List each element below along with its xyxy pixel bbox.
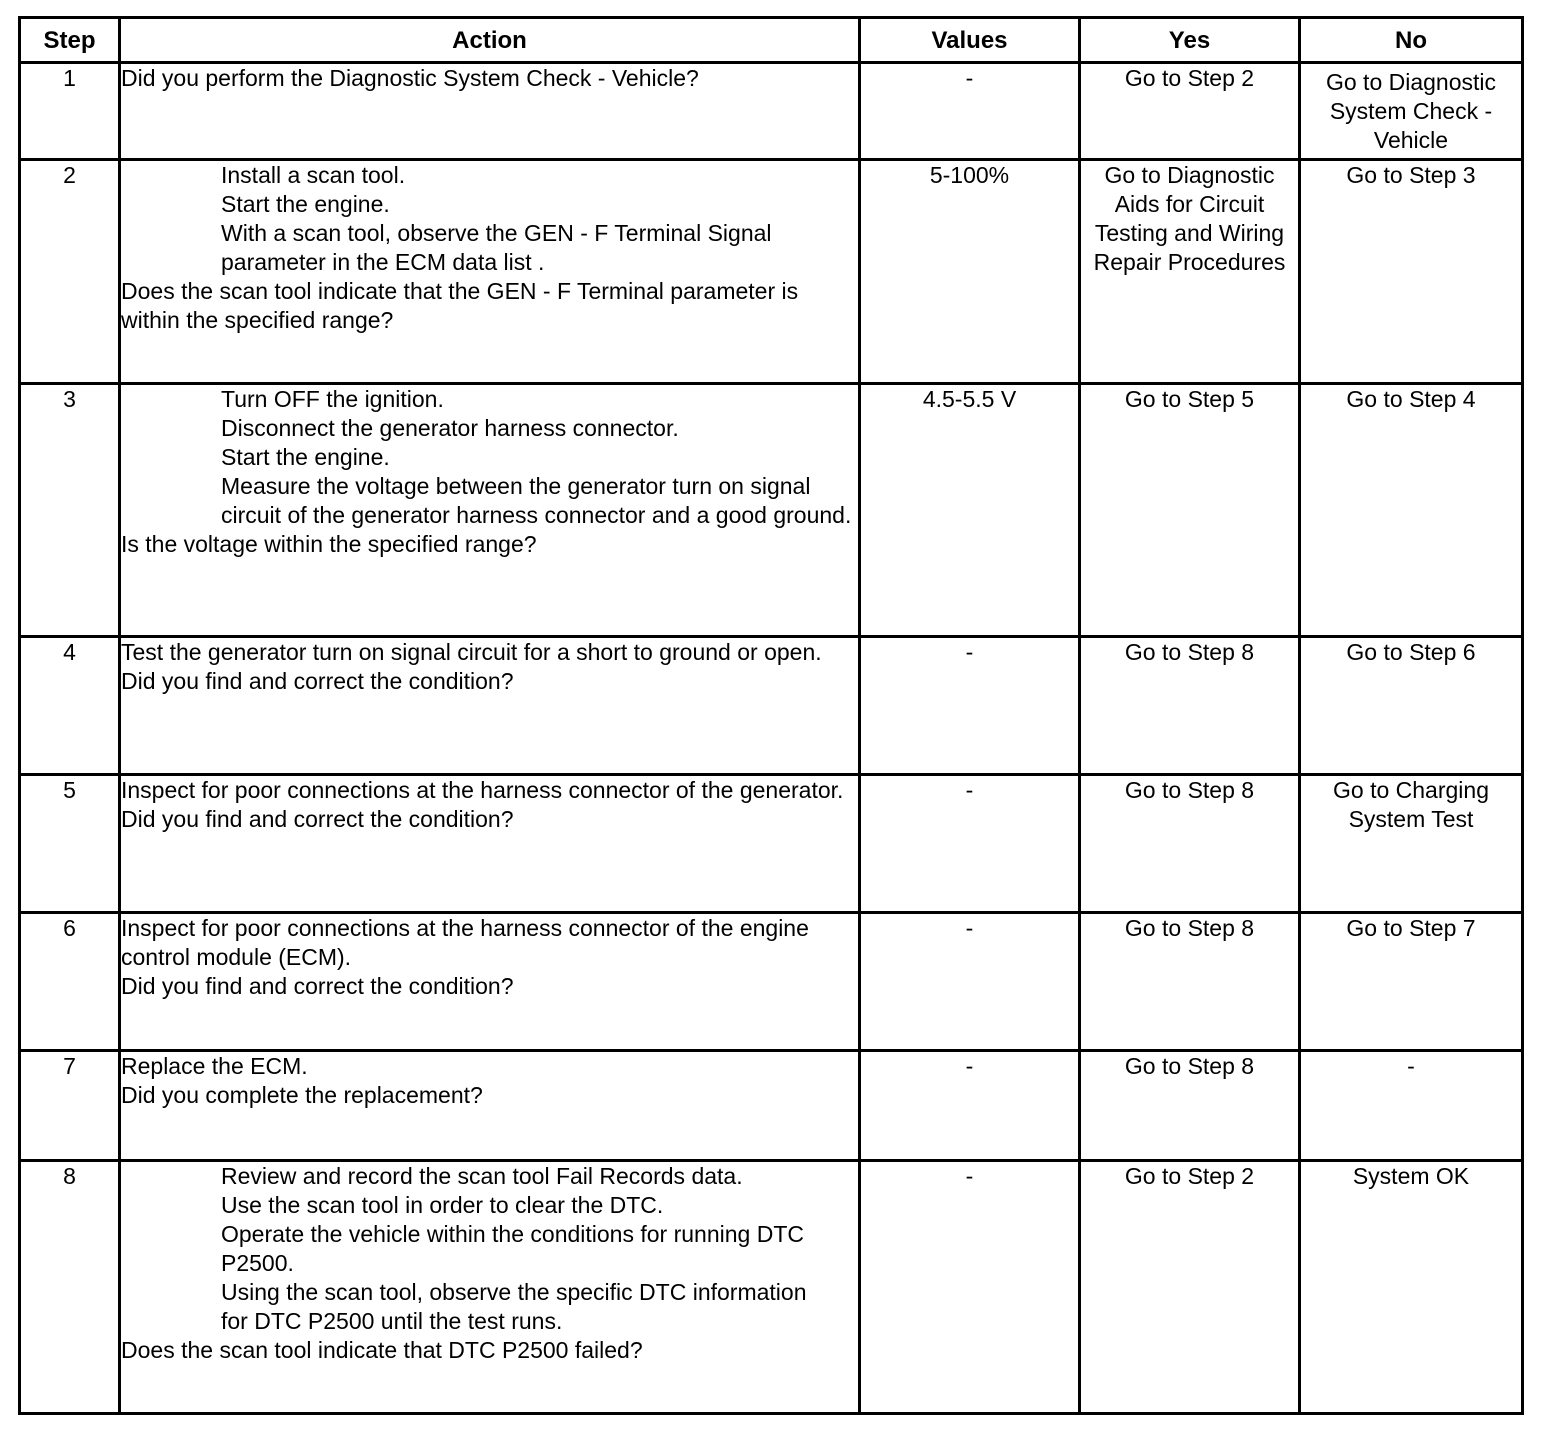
yes-cell: Go to Step 8 bbox=[1080, 913, 1300, 1051]
yes-cell: Go to Step 8 bbox=[1080, 775, 1300, 913]
no-cell: Go to Step 6 bbox=[1300, 637, 1523, 775]
value-cell: - bbox=[860, 63, 1080, 160]
step-number: 5 bbox=[20, 775, 120, 913]
value-cell: 5-100% bbox=[860, 160, 1080, 384]
list-item: Start the engine. bbox=[221, 191, 390, 217]
action-cell bbox=[120, 1161, 860, 1414]
action-cell bbox=[120, 63, 860, 160]
yes-cell: Go to Step 8 bbox=[1080, 1051, 1300, 1161]
yes-cell: Go to Step 5 bbox=[1080, 384, 1300, 637]
step-number: 2 bbox=[20, 160, 120, 384]
list-item: Use the scan tool in order to clear the DTC. bbox=[221, 1192, 664, 1218]
no-cell: System OK bbox=[1300, 1161, 1523, 1414]
table-row bbox=[20, 63, 1523, 160]
table-row bbox=[20, 160, 1523, 384]
action-text: Replace the ECM. bbox=[121, 1053, 308, 1079]
action-steps-list bbox=[121, 161, 858, 277]
yes-cell: Go to Diagnostic Aids for Circuit Testing and Wiring Repair Procedures bbox=[1080, 160, 1300, 384]
header-yes: Yes bbox=[1080, 18, 1300, 63]
value-cell: - bbox=[860, 775, 1080, 913]
no-cell: Go to Step 7 bbox=[1300, 913, 1523, 1051]
list-item: Disconnect the generator harness connector. bbox=[221, 415, 679, 441]
action-question: Did you find and correct the condition? bbox=[121, 806, 514, 832]
action-question: Did you find and correct the condition? bbox=[121, 973, 514, 999]
header-no: No bbox=[1300, 18, 1523, 63]
table-row bbox=[20, 637, 1523, 775]
step-number: 6 bbox=[20, 913, 120, 1051]
value-cell: - bbox=[860, 1051, 1080, 1161]
step-number: 1 bbox=[20, 63, 120, 160]
action-text: Inspect for poor connections at the harness connector of the engine control module (ECM). bbox=[121, 915, 809, 970]
step-number: 8 bbox=[20, 1161, 120, 1414]
value-cell: 4.5-5.5 V bbox=[860, 384, 1080, 637]
value-cell: - bbox=[860, 1161, 1080, 1414]
no-cell: - bbox=[1300, 1051, 1523, 1161]
action-text: Inspect for poor connections at the harness connector of the generator. bbox=[121, 777, 844, 803]
action-question: Is the voltage within the specified range? bbox=[121, 531, 537, 557]
no-cell: Go to Diagnostic System Check - Vehicle bbox=[1300, 63, 1523, 160]
action-cell bbox=[120, 913, 860, 1051]
value-cell: - bbox=[860, 637, 1080, 775]
action-steps-list bbox=[121, 1162, 858, 1336]
list-item: Review and record the scan tool Fail Records data. bbox=[221, 1163, 743, 1189]
yes-cell: Go to Step 2 bbox=[1080, 63, 1300, 160]
yes-cell: Go to Step 2 bbox=[1080, 1161, 1300, 1414]
action-question: Does the scan tool indicate that the GEN - F Terminal parameter is within the specified range? bbox=[121, 278, 799, 333]
diagnostic-table bbox=[18, 16, 1524, 1415]
table-row bbox=[20, 1051, 1523, 1161]
no-cell: Go to Charging System Test bbox=[1300, 775, 1523, 913]
value-cell: - bbox=[860, 913, 1080, 1051]
list-item: With a scan tool, observe the GEN - F Terminal Signal parameter in the ECM data list . bbox=[221, 220, 772, 275]
action-cell bbox=[120, 160, 860, 384]
action-question: Did you find and correct the condition? bbox=[121, 668, 514, 694]
list-item: Measure the voltage between the generator turn on signal circuit of the generator harness connector and a good ground. bbox=[221, 473, 852, 528]
table-row bbox=[20, 913, 1523, 1051]
header-step: Step bbox=[20, 18, 120, 63]
list-item: Turn OFF the ignition. bbox=[221, 386, 444, 412]
header-action: Action bbox=[120, 18, 860, 63]
table-row bbox=[20, 775, 1523, 913]
action-text: Did you perform the Diagnostic System Check - Vehicle? bbox=[121, 65, 699, 91]
step-number: 4 bbox=[20, 637, 120, 775]
no-cell: Go to Step 4 bbox=[1300, 384, 1523, 637]
action-question: Does the scan tool indicate that DTC P2500 failed? bbox=[121, 1337, 643, 1363]
action-cell bbox=[120, 637, 860, 775]
list-item: Operate the vehicle within the conditions for running DTC P2500. bbox=[221, 1221, 804, 1276]
list-item: Using the scan tool, observe the specific DTC information for DTC P2500 until the test runs. bbox=[221, 1279, 807, 1334]
action-question: Did you complete the replacement? bbox=[121, 1082, 483, 1108]
no-cell: Go to Step 3 bbox=[1300, 160, 1523, 384]
action-cell bbox=[120, 384, 860, 637]
action-text: Test the generator turn on signal circuit for a short to ground or open. bbox=[121, 639, 822, 665]
action-cell bbox=[120, 1051, 860, 1161]
yes-cell: Go to Step 8 bbox=[1080, 637, 1300, 775]
header-row bbox=[20, 18, 1523, 63]
header-values: Values bbox=[860, 18, 1080, 63]
list-item: Install a scan tool. bbox=[221, 162, 406, 188]
table-row bbox=[20, 384, 1523, 637]
table-row bbox=[20, 1161, 1523, 1414]
step-number: 7 bbox=[20, 1051, 120, 1161]
step-number: 3 bbox=[20, 384, 120, 637]
action-cell bbox=[120, 775, 860, 913]
action-steps-list bbox=[121, 385, 858, 530]
list-item: Start the engine. bbox=[221, 444, 390, 470]
